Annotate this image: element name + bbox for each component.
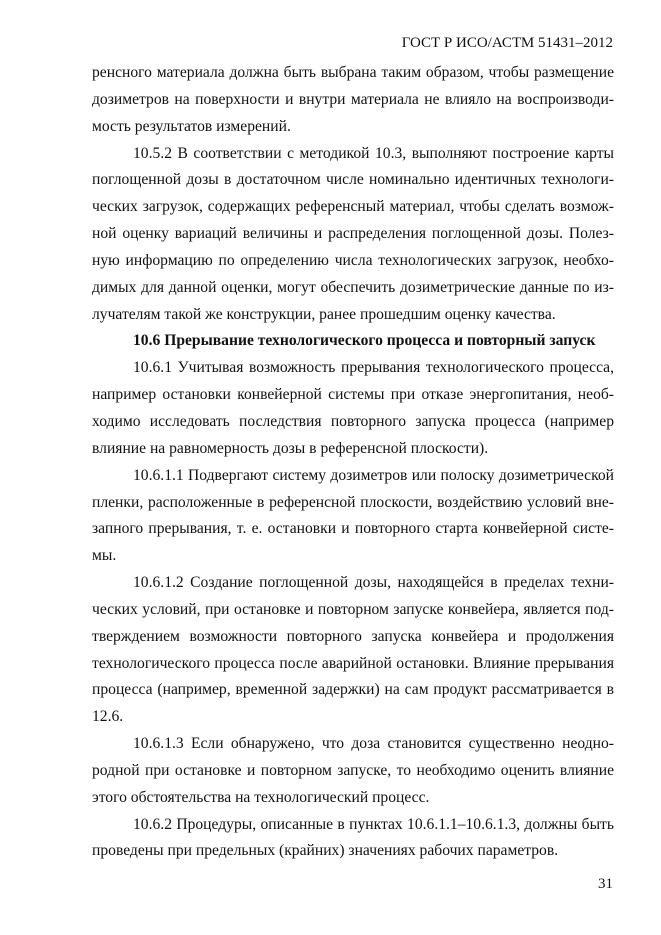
text-line: влияние на равномерность дозы в референсной плоскости).: [92, 439, 489, 457]
text-line: 10.6.1 Учитывая возможность прерывания технологического процесса,: [133, 359, 614, 377]
text-line: ходимо исследовать последствия повторного запуска процесса (например: [92, 412, 614, 430]
paragraph: [92, 60, 614, 141]
text-line: 10.6.1.3 Если обнаружено, что доза становится существенно неодно-: [133, 735, 614, 753]
section-heading: [92, 328, 614, 355]
text-line: пленки, расположенные в референсной плоскости, воздействию условий вне-: [92, 493, 614, 511]
text-line: 10.6.2 Процедуры, описанные в пунктах 10.6.1.1–10.6.1.3, должны быть: [133, 815, 614, 833]
text-line: например остановки конвейерной системы при отказе энергопитания, необ-: [92, 386, 614, 404]
page-number: 31: [598, 876, 613, 892]
text-line: 12.6.: [92, 708, 124, 726]
text-line: ной оценку вариаций величины и распределения поглощенной дозы. Полез-: [92, 225, 614, 243]
paragraph: [92, 141, 614, 329]
paragraph: [92, 812, 614, 866]
text-line: димых для данной оценки, могут обеспечить дозиметрические данные по из-: [92, 278, 614, 296]
text-line: тверждением возможности повторного запуска конвейера и продолжения: [92, 627, 614, 645]
text-line: поглощенной дозы в достаточном числе номинально идентичных технологи-: [92, 171, 614, 189]
text-line: процесса (например, временной задержки) на сам продукт рассматривается в: [92, 681, 614, 699]
text-line: 10.6.1.1 Подвергают систему дозиметров или полоску дозиметрической: [133, 466, 614, 484]
document-body: [92, 60, 614, 865]
text-line: ческих загрузок, содержащих референсный материал, чтобы сделать возмож-: [92, 198, 614, 216]
text-line: ренсного материала должна быть выбрана таким образом, чтобы размещение: [92, 64, 614, 81]
text-line: этого обстоятельства на технологический процесс.: [92, 788, 430, 806]
text-line: родной при остановке и повторном запуске, то необходимо оценить влияние: [92, 761, 614, 779]
text-line: технологического процесса после аварийной остановки. Влияние прерывания: [92, 654, 614, 672]
text-line: лучателям такой же конструкции, ранее прошедшим оценку качества.: [92, 305, 556, 323]
text-line: ческих условий, при остановке и повторном запуске конвейера, является под-: [92, 600, 614, 618]
text-line: мость результатов измерений.: [92, 117, 291, 135]
text-line: проведены при предельных (крайних) значениях рабочих параметров.: [92, 842, 559, 860]
text-line: дозиметров на поверхности и внутри материала не влияло на воспроизводи-: [92, 90, 614, 108]
paragraph: [92, 570, 614, 731]
paragraph: [92, 731, 614, 812]
text-line: 10.6 Прерывание технологического процесса и повторный запуск: [133, 332, 596, 350]
document-header: ГОСТ Р ИСО/АСТМ 51431–2012: [401, 35, 613, 51]
text-line: мы.: [92, 547, 117, 565]
text-line: 10.5.2 В соответствии с методикой 10.3, выполняют построение карты: [133, 144, 614, 162]
text-line: ную информацию по определению числа технологических загрузок, необхо-: [92, 251, 614, 269]
text-line: запного прерывания, т. е. остановки и повторного старта конвейерной систе-: [92, 520, 614, 538]
text-line: 10.6.1.2 Создание поглощенной дозы, находящейся в пределах техни-: [133, 574, 614, 592]
paragraph: [92, 463, 614, 570]
paragraph: [92, 355, 614, 462]
